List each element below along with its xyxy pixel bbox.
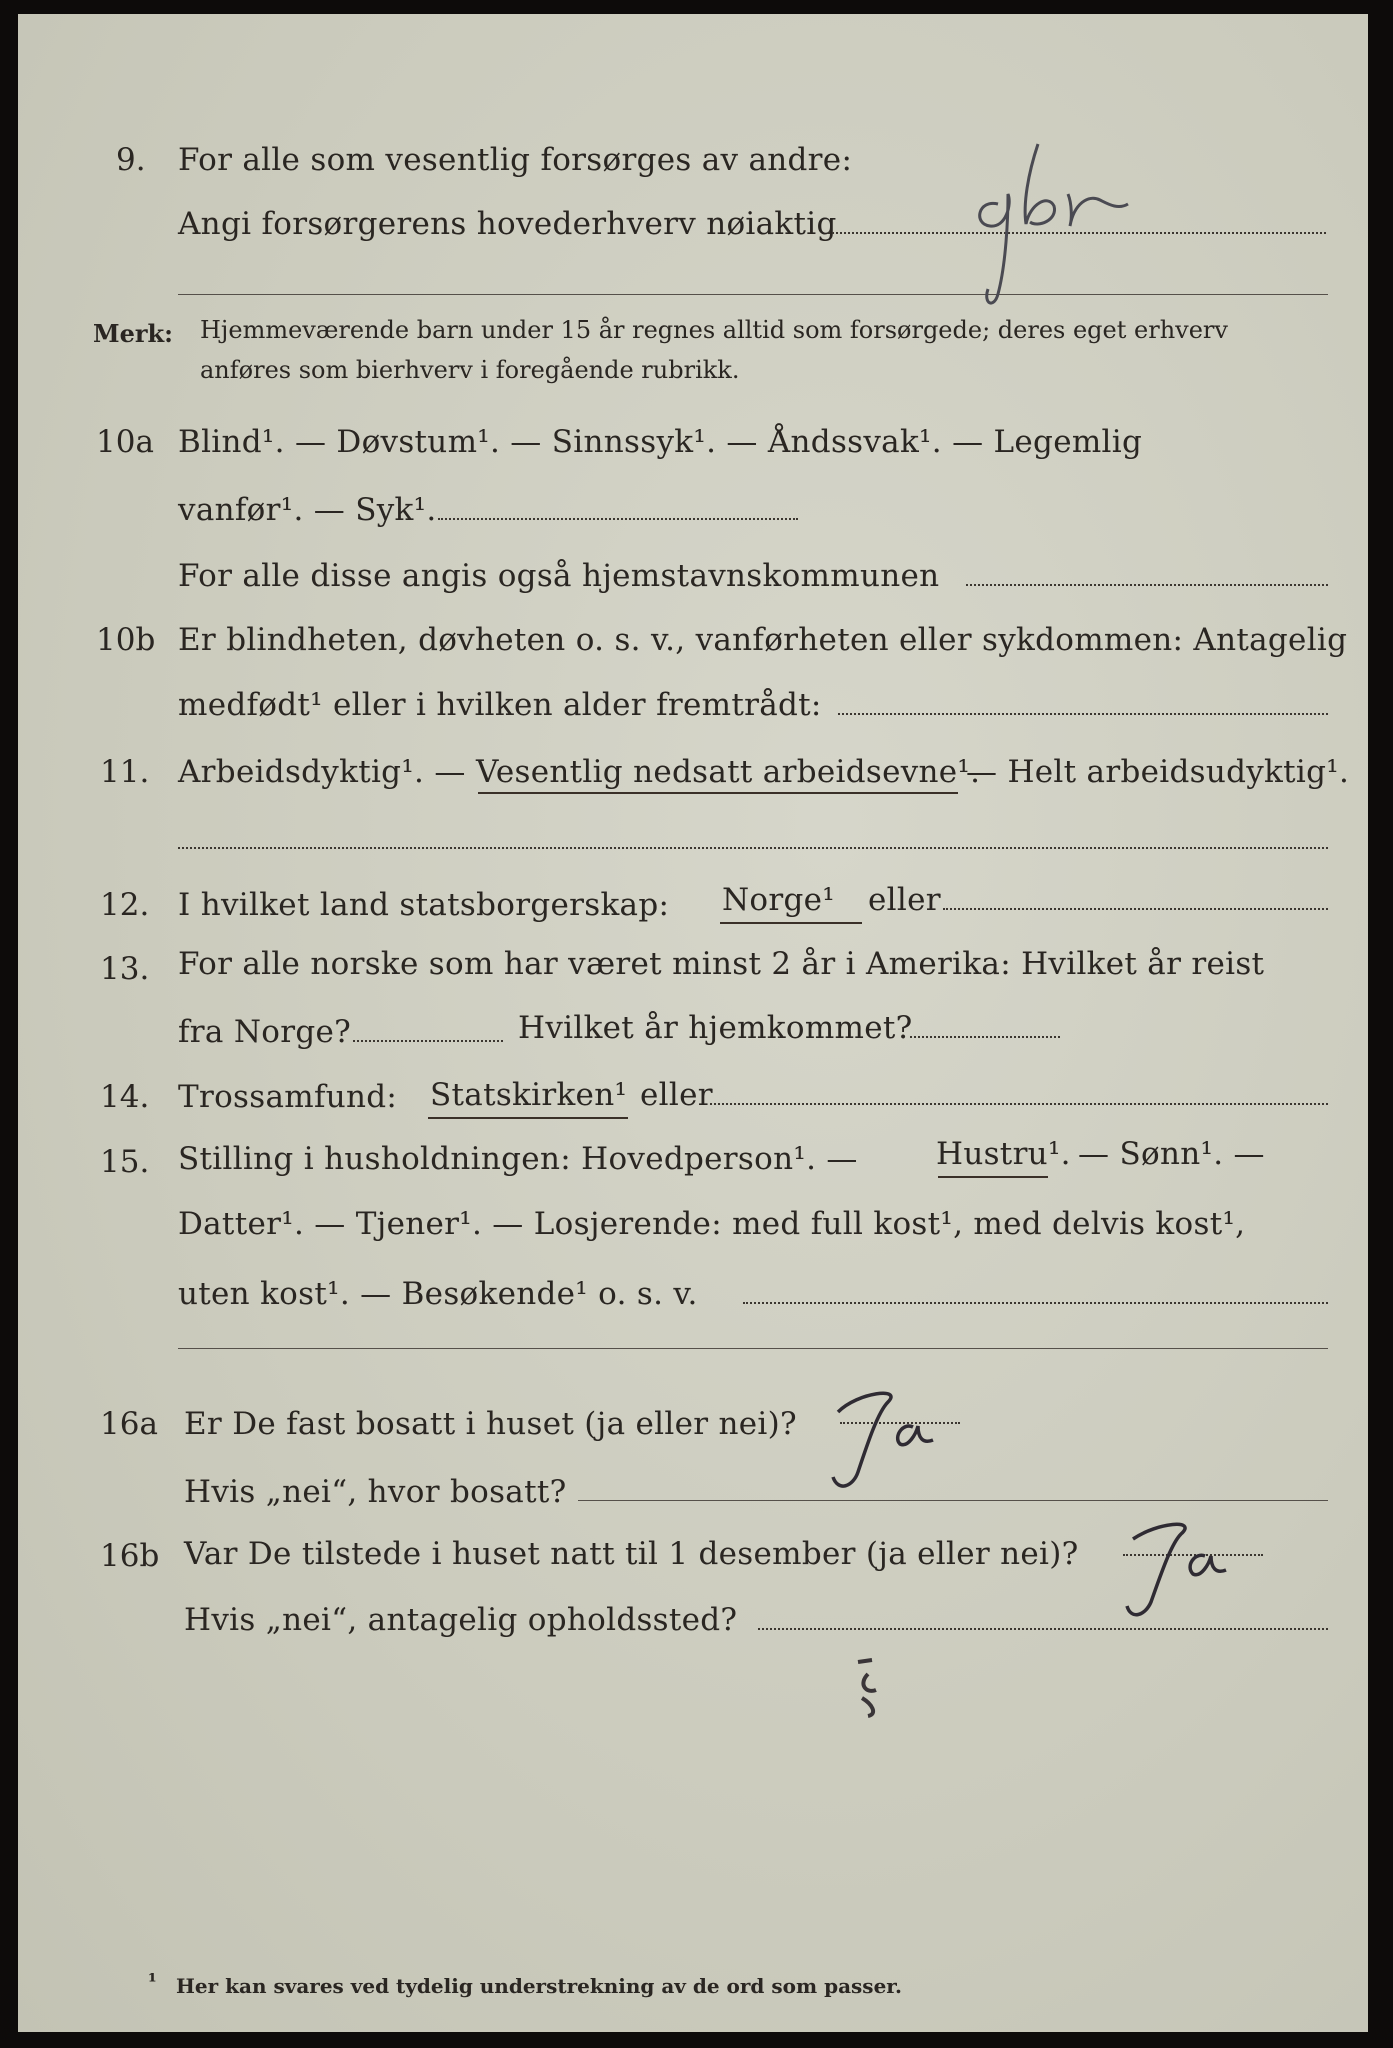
q11-number: 11. [100,754,150,790]
merk-line2: anføres som bierhverv i foregående rubrikk. [200,356,740,384]
q16a-line2: Hvis „nei“, hvor bosatt? [184,1474,567,1510]
q12-part2[interactable]: Norge¹ [722,882,836,918]
q9-extra-line [178,294,1328,295]
q11-part1: Arbeidsdyktig¹. — [178,754,466,790]
q9-handwritten-answer [968,124,1148,324]
q14-answer-line[interactable] [710,1103,1328,1105]
q10a-kommune-line[interactable] [966,584,1328,586]
q15-line1c: — Sønn¹. — [1078,1136,1265,1172]
footnote-mark: ¹ [148,1969,157,1993]
q12-part1: I hvilket land statsborgerskap: [178,887,670,923]
q16a-bosatt-line[interactable] [578,1500,1328,1501]
q16b-opholdssted-line[interactable] [758,1628,1328,1630]
q13-reist-line[interactable] [353,1040,503,1042]
q9-line1: For alle som vesentlig forsørges av andre: [178,142,853,178]
q15-line2: Datter¹. — Tjener¹. — Losjerende: med full kost¹, med delvis kost¹, [178,1206,1246,1242]
q16b-handwritten-answer [1103,1514,1263,1634]
merk-line1: Hjemmeværende barn under 15 år regnes alltid som forsørgede; deres eget erhverv [200,316,1228,344]
census-form-page [18,14,1368,2032]
q16b-line2: Hvis „nei“, antagelig opholdssted? [184,1602,738,1638]
q16b-number: 16b [100,1538,160,1574]
q14-underline [428,1117,628,1119]
q12-underline [720,922,862,924]
q13-hjemkommet-line[interactable] [910,1036,1060,1038]
q15-line1b[interactable]: Hustru¹. [936,1136,1071,1172]
q16b-line1: Var De tilstede i huset natt til 1 desember (ja eller nei)? [184,1536,1079,1572]
q12-number: 12. [100,887,150,923]
q10b-line1: Er blindheten, døvheten o. s. v., vanførheten eller sykdommen: Antagelig [178,622,1348,658]
q10a-syk-line[interactable] [438,518,798,520]
footnote-text: Her kan svares ved tydelig understrekning av de ord som passer. [176,1974,902,1998]
q16a-line1: Er De fast bosatt i huset (ja eller nei)? [184,1406,797,1442]
q10b-answer-line[interactable] [838,713,1328,715]
q15-line3: uten kost¹. — Besøkende¹ o. s. v. [178,1276,698,1312]
q10b-number: 10b [96,622,156,658]
q14-part1: Trossamfund: [178,1079,398,1115]
ink-mark [838,1654,918,1724]
q13-line1: For alle norske som har været minst 2 år i Amerika: Hvilket år reist [178,946,1265,982]
q16a-number: 16a [100,1406,158,1442]
q16a-handwritten-answer [808,1382,968,1502]
q14-part2[interactable]: Statskirken¹ [430,1077,628,1113]
q13-line2a: fra Norge? [178,1014,352,1050]
q13-number: 13. [100,951,150,987]
q15-answer-line[interactable] [743,1302,1328,1304]
q11-part3: — Helt arbeidsudyktig¹. [966,754,1350,790]
q9-line2: Angi forsørgerens hovederhverv nøiaktig [178,206,837,242]
q15-line1a: Stilling i husholdningen: Hovedperson¹. — [178,1141,858,1177]
q15-underline [938,1176,1048,1178]
q10a-line1: Blind¹. — Døvstum¹. — Sinnssyk¹. — Åndssvak¹. — Legemlig [178,424,1143,460]
q11-part2[interactable]: Vesentlig nedsatt arbeidsevne¹. [476,754,981,790]
q10a-line2: vanfør¹. — Syk¹. [178,492,437,528]
q10b-line2: medfødt¹ eller i hvilken alder fremtrådt: [178,687,822,723]
merk-label: Merk: [93,319,173,348]
q12-part3: eller [868,882,941,918]
q15-extra-line [178,1348,1328,1349]
q11-extra-line[interactable] [178,847,1328,849]
q9-number: 9. [116,142,146,178]
q15-number: 15. [100,1144,150,1180]
q11-underline [478,792,958,794]
q10a-line3: For alle disse angis også hjemstavnskommunen [178,558,940,594]
q13-line2b: Hvilket år hjemkommet? [518,1010,913,1046]
q14-part3: eller [640,1077,713,1113]
q10a-number: 10a [96,424,154,460]
q12-answer-line[interactable] [943,908,1328,910]
q14-number: 14. [100,1079,150,1115]
